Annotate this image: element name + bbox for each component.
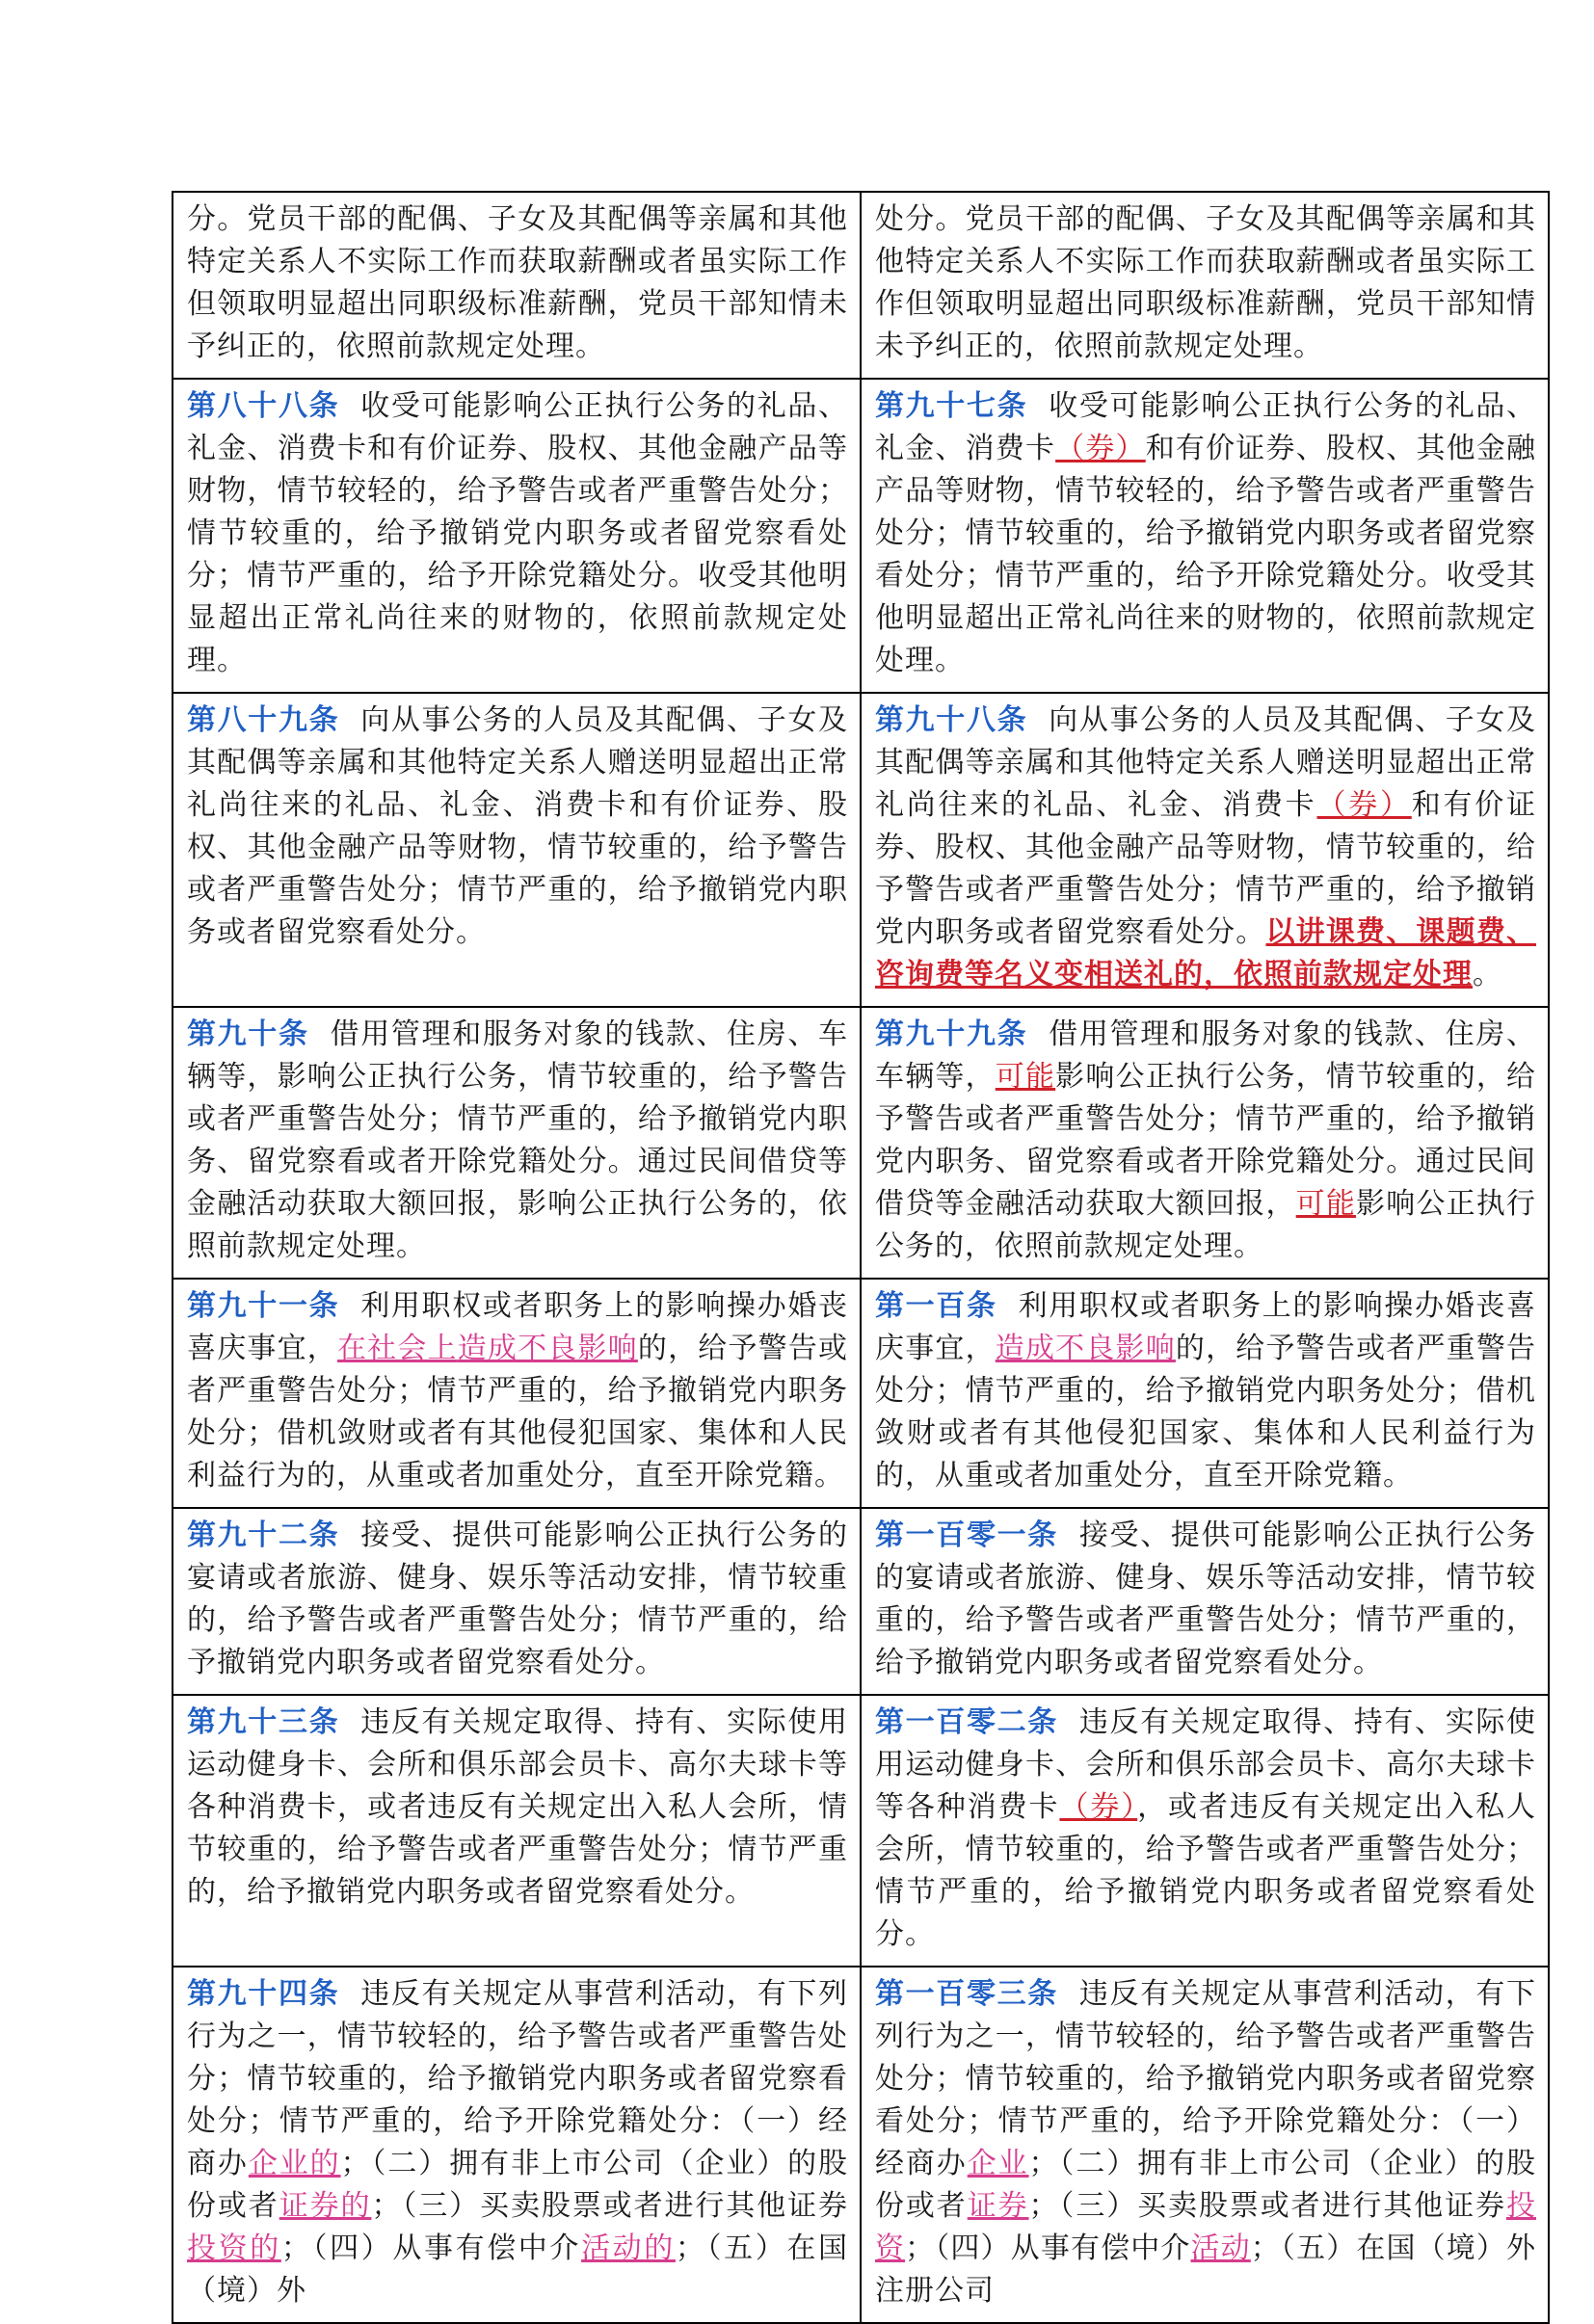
new-version-cell	[861, 1967, 1549, 2323]
clause-text: 和有价证券、股权、其他金融产品等财物，情节较轻的，给予警告或者严重警告处分；情节较重的，给予撤销党内职务或者留党察看处分；情节严重的，给予开除党籍处分。收受其他明显超出正常礼尚往来的财物的，依照前款规定处理。	[875, 432, 1537, 677]
article-number: 第八十八条	[187, 389, 340, 423]
old-version-cell	[173, 192, 861, 379]
changed-text: 活动的	[581, 2232, 676, 2265]
clause-text: 。	[1473, 958, 1502, 991]
inserted-text: 可能	[995, 1060, 1056, 1094]
article-number: 第九十七条	[875, 389, 1028, 423]
article-number: 第八十九条	[187, 703, 340, 737]
inserted-text: （券）	[1055, 432, 1146, 465]
article-number: 第九十一条	[187, 1289, 340, 1323]
old-version-cell	[173, 1508, 861, 1695]
clause-text: 影响公正执行公务，情节较重的，给予警告或者严重警告处分；情节严重的，给予撤销党内职务、留党察看或者开除党籍处分。通过民间借贷等金融活动获取大额回报，	[875, 1060, 1537, 1221]
comparison-row	[173, 1007, 1549, 1279]
clause-text: 接受、提供可能影响公正执行公务的宴请或者旅游、健身、娱乐等活动安排，情节较重的，给予警告或者严重警告处分；情节严重的，给予撤销党内职务或者留党察看处分。	[187, 1519, 848, 1679]
comparison-row	[173, 192, 1549, 379]
new-version-cell	[861, 1695, 1549, 1967]
old-version-cell	[173, 1007, 861, 1279]
clause-text: 借用管理和服务对象的钱款、住房、车辆等，	[875, 1017, 1536, 1094]
changed-text: 证券	[967, 2189, 1029, 2223]
comparison-row	[173, 1279, 1549, 1508]
new-version-cell	[861, 693, 1549, 1007]
old-version-cell	[173, 1279, 861, 1508]
new-version-cell	[861, 1508, 1549, 1695]
clause-text: ；（三）买卖股票或者进行其他证券	[1028, 2189, 1507, 2223]
article-number: 第九十八条	[875, 703, 1028, 737]
comparison-row	[173, 1967, 1549, 2323]
changed-text: 证券的	[279, 2189, 372, 2223]
comparison-table-body	[173, 192, 1549, 2323]
clause-text: 利用职权或者职务上的影响操办婚丧喜庆事宜，	[187, 1289, 848, 1365]
changed-text: 活动	[1190, 2232, 1251, 2265]
clause-text: 处分。党员干部的配偶、子女及其配偶等亲属和其他特定关系人不实际工作而获取薪酬或者虽实际工作但领取明显超出同职级标准薪酬，党员干部知情未予纠正的，依照前款规定处理。	[875, 202, 1536, 363]
comparison-table	[172, 191, 1550, 2324]
old-version-cell	[173, 1967, 861, 2323]
old-version-cell	[173, 379, 861, 693]
inserted-text: （券）	[1316, 788, 1412, 822]
article-number: 第九十三条	[187, 1705, 340, 1739]
article-number: 第九十二条	[187, 1519, 340, 1552]
comparison-row	[173, 1695, 1549, 1967]
clause-text: 违反有关规定从事营利活动，有下列行为之一，情节较轻的，给予警告或者严重警告处分；情节较重的，给予撤销党内职务或者留党察看处分；情节严重的，给予开除党籍处分：（一）经商办	[187, 1977, 848, 2180]
old-version-cell	[173, 1695, 861, 1967]
clause-text: ；（五）在国（境）外	[187, 2232, 849, 2308]
new-version-cell	[861, 379, 1549, 693]
clause-text: 违反有关规定从事营利活动，有下列行为之一，情节较轻的，给予警告或者严重警告处分；情节较重的，给予撤销党内职务或者留党察看处分；情节严重的，给予开除党籍处分：（一）经商办	[875, 1977, 1537, 2180]
comparison-row	[173, 1508, 1549, 1695]
new-version-cell	[861, 1279, 1549, 1508]
article-number: 第一百条	[875, 1289, 997, 1323]
clause-text: 利用职权或者职务上的影响操办婚丧喜庆事宜，	[875, 1289, 1537, 1365]
clause-text: 分。党员干部的配偶、子女及其配偶等亲属和其他特定关系人不实际工作而获取薪酬或者虽实际工作但领取明显超出同职级标准薪酬，党员干部知情未予纠正的，依照前款规定处理。	[187, 202, 848, 363]
article-number: 第九十条	[187, 1017, 309, 1051]
changed-text: 在社会上	[336, 1332, 458, 1365]
clause-text: ；（四）从事有偿中介	[280, 2232, 582, 2265]
clause-text: ；（二）拥有非上市公司（企业）的股份或者	[875, 2147, 1537, 2223]
inserted-text: （券）	[1059, 1790, 1138, 1824]
comparison-row	[173, 379, 1549, 693]
new-version-cell	[861, 1007, 1549, 1279]
clause-text: ；（三）买卖股票或者进行其他证券	[371, 2189, 849, 2223]
clause-text: 的，给予警告或者严重警告处分；情节严重的，给予撤销党内职务处分；借机敛财或者有其他侵犯国家、集体和人民利益行为的，从重或者加重处分，直至开除党籍。	[875, 1332, 1537, 1492]
article-number: 第一百零一条	[875, 1519, 1058, 1552]
changed-text: 造成不良影响	[457, 1332, 638, 1365]
clause-text: ；（四）从事有偿中介	[905, 2232, 1191, 2265]
inserted-text: 可能	[1295, 1187, 1357, 1221]
clause-text: 借用管理和服务对象的钱款、住房、车辆等，影响公正执行公务，情节较重的，给予警告或者严重警告处分；情节严重的，给予撤销党内职务、留党察看或者开除党籍处分。通过民间借贷等金融活动获取大额回报，影响公正执行公务的，依照前款规定处理。	[187, 1017, 849, 1263]
clause-text: 的，给予警告或者严重警告处分；情节严重的，给予撤销党内职务处分；借机敛财或者有其他侵犯国家、集体和人民利益行为的，从重或者加重处分，直至开除党籍。	[187, 1332, 849, 1492]
comparison-row	[173, 693, 1549, 1007]
clause-text: 违反有关规定取得、持有、实际使用运动健身卡、会所和俱乐部会员卡、高尔夫球卡等各种消费卡	[875, 1705, 1537, 1824]
article-number: 第一百零二条	[875, 1705, 1058, 1739]
clause-text: ；（五）在国（境）外注册公司	[875, 2232, 1537, 2308]
changed-text: 投资	[875, 2189, 1537, 2265]
changed-text: 投资的	[187, 2232, 281, 2265]
article-number: 第一百零三条	[875, 1977, 1058, 2011]
clause-text: ，或者违反有关规定出入私人会所，情节较重的，给予警告或者严重警告处分；情节严重的，给予撤销党内职务或者留党察看处分。	[875, 1790, 1537, 1951]
clause-text: 接受、提供可能影响公正执行公务的宴请或者旅游、健身、娱乐等活动安排，情节较重的，给予警告或者严重警告处分；情节严重的，给予撤销党内职务或者留党察看处分。	[875, 1519, 1537, 1679]
clause-text: 违反有关规定取得、持有、实际使用运动健身卡、会所和俱乐部会员卡、高尔夫球卡等各种消费卡，或者违反有关规定出入私人会所，情节较重的，给予警告或者严重警告处分；情节严重的，给予撤销党内职务或者留党察看处分。	[187, 1705, 848, 1909]
clause-text: 和有价证券、股权、其他金融产品等财物，情节较重的，给予警告或者严重警告处分；情节严重的，给予撤销党内职务或者留党察看处分。	[875, 788, 1536, 949]
clause-text: 收受可能影响公正执行公务的礼品、礼金、消费卡	[875, 389, 1536, 465]
clause-text: ；（二）拥有非上市公司（企业）的股份或者	[187, 2147, 849, 2223]
clause-text: 收受可能影响公正执行公务的礼品、礼金、消费卡和有价证券、股权、其他金融产品等财物，情节较轻的，给予警告或者严重警告处分；情节较重的，给予撤销党内职务或者留党察看处分；情节严重的，给予开除党籍处分。收受其他明显超出正常礼尚往来的财物的，依照前款规定处理。	[187, 389, 848, 677]
changed-text: 造成不良影响	[995, 1332, 1176, 1365]
changed-text: 企业的	[248, 2147, 341, 2180]
changed-text: 企业	[967, 2147, 1029, 2180]
new-version-cell	[861, 192, 1549, 379]
clause-text: 影响公正执行公务的，依照前款规定处理。	[875, 1187, 1537, 1263]
clause-text: 向从事公务的人员及其配偶、子女及其配偶等亲属和其他特定关系人赠送明显超出正常礼尚往来的礼品、礼金、消费卡和有价证券、股权、其他金融产品等财物，情节较重的，给予警告或者严重警告处分；情节严重的，给予撤销党内职务或者留党察看处分。	[187, 703, 848, 949]
inserted-text: 以讲课费、课题费、咨询费等名义变相送礼的，依照前款规定处理	[875, 915, 1537, 991]
article-number: 第九十四条	[187, 1977, 340, 2011]
clause-text: 向从事公务的人员及其配偶、子女及其配偶等亲属和其他特定关系人赠送明显超出正常礼尚往来的礼品、礼金、消费卡	[875, 703, 1536, 822]
article-number: 第九十九条	[875, 1017, 1028, 1051]
old-version-cell	[173, 693, 861, 1007]
